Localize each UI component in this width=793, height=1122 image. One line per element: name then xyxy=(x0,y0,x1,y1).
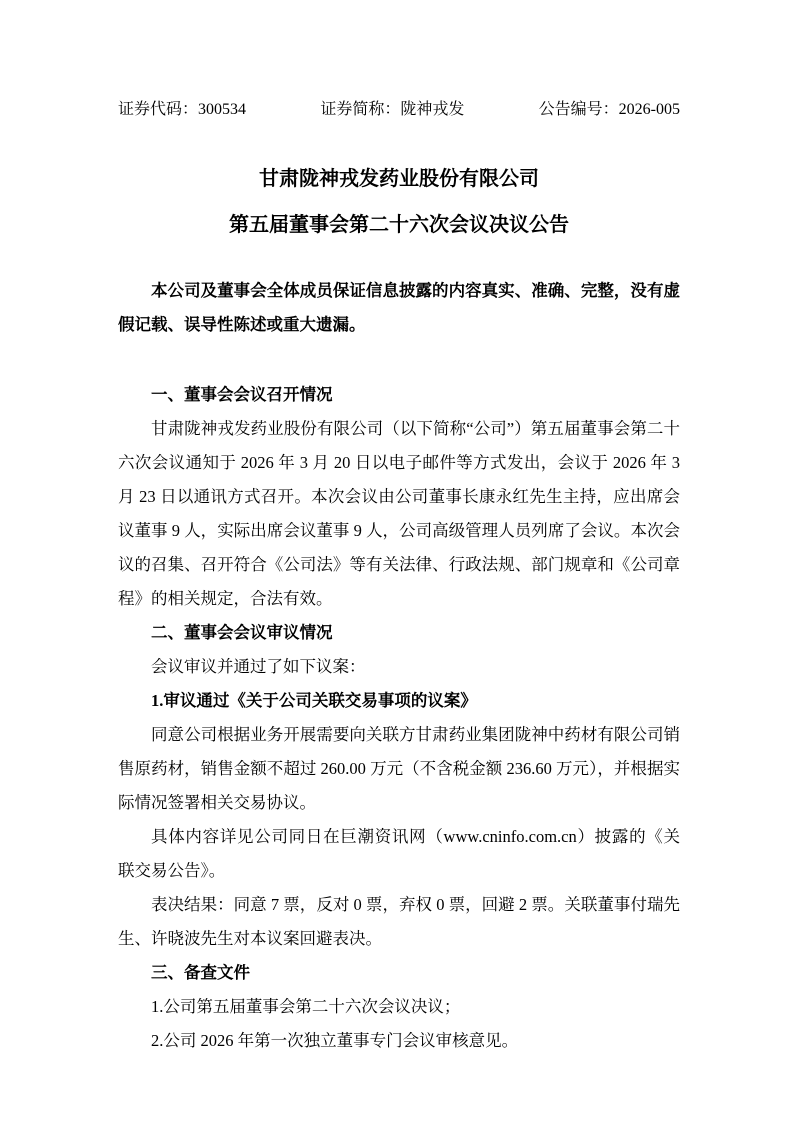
stock-code-label: 证券代码：300534 xyxy=(118,101,247,118)
truthfulness-disclaimer: 本公司及董事会全体成员保证信息披露的内容真实、准确、完整，没有虚假记载、误导性陈述或重大遗漏。 xyxy=(118,281,680,334)
section-2-heading: 二、董事会会议审议情况 xyxy=(151,623,333,642)
section-1-heading: 一、董事会会议召开情况 xyxy=(151,385,333,404)
reference-document-1: 1.公司第五届董事会第二十六次会议决议； xyxy=(151,997,461,1016)
document-header xyxy=(118,100,680,120)
section-1-paragraph: 甘肃陇神戎发药业股份有限公司（以下简称“公司”）第五届董事会第二十六次会议通知于 2026 年 3 月 20 日以电子邮件等方式发出，会议于 2026 年 3 月 23 日以通讯方式召开。本次会议由公司董事长康永红先生主持，应出席会议董事 9 人，实际出席会议董事 9 人，公司高级管理人员列席了会议。本次会议的召集、召开符合《公司法》等有关法律、行政法规、部门规章和《公司章程》的相关规定，合法有效。 xyxy=(118,419,680,608)
proposal-1-disclosure-reference: 具体内容详见公司同日在巨潮资讯网（www.cninfo.com.cn）披露的《关联交易公告》。 xyxy=(118,827,680,880)
section-2-intro: 会议审议并通过了如下议案： xyxy=(151,657,366,676)
proposal-1-voting-result: 表决结果：同意 7 票，反对 0 票，弃权 0 票，回避 2 票。关联董事付瑞先生、许晓波先生对本议案回避表决。 xyxy=(118,895,680,948)
company-name-title: 甘肃陇神戎发药业股份有限公司 xyxy=(259,168,539,190)
announcement-number-label: 公告编号：2026-005 xyxy=(538,101,680,118)
meeting-resolution-title: 第五届董事会第二十六次会议决议公告 xyxy=(229,214,569,236)
proposal-1-heading: 1.审议通过《关于公司关联交易事项的议案》 xyxy=(151,691,477,710)
document-title xyxy=(118,156,680,248)
proposal-1-content: 同意公司根据业务开展需要向关联方甘肃药业集团陇神中药材有限公司销售原药材，销售金额不超过 260.00 万元（不含税金额 236.60 万元），并根据实际情况签署相关交易协议。 xyxy=(118,725,680,812)
stock-name-label: 证券简称：陇神戎发 xyxy=(320,101,465,118)
reference-document-2: 2.公司 2026 年第一次独立董事专门会议审核意见。 xyxy=(151,1031,519,1050)
section-3-heading: 三、备查文件 xyxy=(151,963,250,982)
